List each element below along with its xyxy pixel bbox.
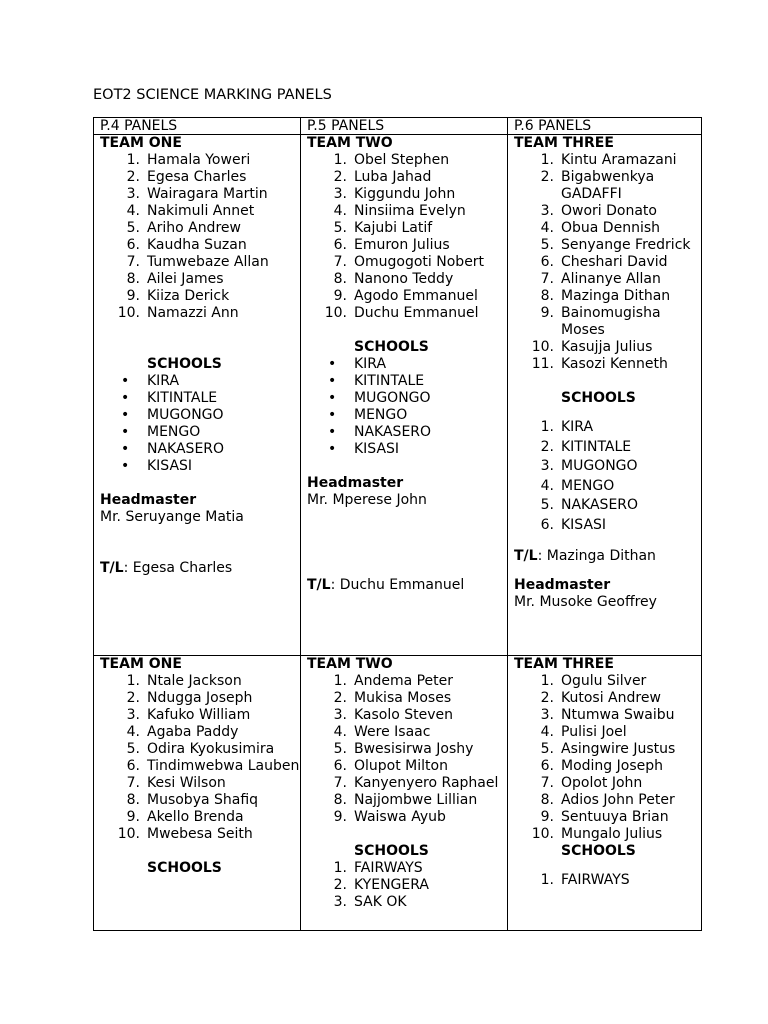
item-text: Agodo Emmanuel: [354, 288, 478, 304]
list-item: [307, 707, 507, 724]
list-item: [307, 809, 507, 826]
schools-label: SCHOOLS: [354, 843, 429, 859]
list-item: [100, 441, 300, 458]
bullet-icon: •: [121, 424, 130, 440]
list-item: [307, 894, 507, 911]
header-p4: P.4 PANELS: [94, 118, 301, 135]
list-item: [100, 707, 300, 724]
list-item: [100, 724, 300, 741]
item-text: Kaudha Suzan: [147, 237, 247, 253]
list-item: [100, 254, 300, 271]
list-item: [100, 407, 300, 424]
item-number: 2.: [540, 690, 554, 706]
item-number: 2.: [126, 169, 140, 185]
item-number: 7.: [333, 254, 347, 270]
member-list: [514, 673, 701, 843]
item-number: 10.: [117, 826, 140, 842]
item-number: 9.: [126, 809, 140, 825]
item-text: Ailei James: [147, 271, 224, 287]
bullet-icon: •: [328, 424, 337, 440]
p5-team-two-cell-2: [301, 656, 508, 931]
item-number: 1.: [126, 152, 140, 168]
headmaster-label: Headmaster: [307, 475, 404, 491]
item-text: Mungalo Julius: [561, 826, 663, 842]
list-item: [100, 186, 300, 203]
item-number: 9.: [333, 288, 347, 304]
item-number: 9.: [333, 809, 347, 825]
item-text: KISASI: [147, 458, 193, 474]
item-number: 3.: [126, 707, 140, 723]
list-item: [100, 809, 300, 826]
item-text: Alinanye Allan: [561, 271, 661, 287]
list-item: [514, 707, 701, 724]
item-number: 6.: [540, 516, 554, 533]
item-number: 7.: [540, 271, 554, 287]
list-item: [307, 724, 507, 741]
bullet-icon: •: [328, 407, 337, 423]
list-item: [514, 203, 701, 220]
list-item: [514, 741, 701, 758]
item-text: Duchu Emmanuel: [354, 305, 479, 321]
item-text: Agaba Paddy: [147, 724, 239, 740]
marking-panels-table: [93, 117, 702, 931]
list-item: [100, 203, 300, 220]
list-item: [307, 860, 507, 877]
item-number: 3.: [540, 707, 554, 723]
item-text: Mukisa Moses: [354, 690, 452, 706]
list-item: [514, 497, 701, 514]
item-text: Obua Dennish: [561, 220, 661, 236]
bullet-icon: •: [328, 390, 337, 406]
list-item: [100, 305, 300, 322]
p4-team-one-cell: [94, 135, 301, 656]
school-list: [514, 872, 701, 889]
item-number: 10.: [117, 305, 140, 321]
item-text: Kasozi Kenneth: [561, 356, 668, 372]
item-number: 8.: [126, 271, 140, 287]
item-text: Akello Brenda: [147, 809, 244, 825]
item-number: 3.: [126, 186, 140, 202]
list-item: [100, 690, 300, 707]
item-text: Moding Joseph: [561, 758, 663, 774]
list-item: [307, 356, 507, 373]
list-item: [307, 254, 507, 271]
p5-team-two-cell: [301, 135, 508, 656]
bullet-icon: •: [121, 390, 130, 406]
bullet-icon: •: [121, 373, 130, 389]
list-item: [514, 419, 701, 436]
team-name: TEAM ONE: [100, 135, 182, 151]
list-item: [307, 271, 507, 288]
item-text: Omugogoti Nobert: [354, 254, 485, 270]
item-number: 2.: [333, 169, 347, 185]
list-item: [307, 775, 507, 792]
item-number: 7.: [540, 775, 554, 791]
item-number: 9.: [540, 305, 554, 321]
tl-name: : Mazinga Dithan: [537, 548, 656, 564]
item-text: Kasujja Julius: [561, 339, 653, 355]
list-item: [514, 458, 701, 475]
item-text: Bwesisirwa Joshy: [354, 741, 474, 757]
tl-name: : Duchu Emmanuel: [330, 577, 465, 593]
list-item: [100, 673, 300, 690]
member-list: [514, 152, 701, 373]
bullet-icon: •: [328, 356, 337, 372]
list-item: [307, 220, 507, 237]
item-text: FAIRWAYS: [354, 860, 423, 876]
item-text: NAKASERO: [354, 424, 432, 440]
item-text: NAKASERO: [147, 441, 225, 457]
bullet-icon: •: [121, 407, 130, 423]
item-number: 5.: [126, 220, 140, 236]
item-number: 9.: [126, 288, 140, 304]
item-text: Pulisi Joel: [561, 724, 627, 740]
list-item: [100, 792, 300, 809]
list-item: [307, 237, 507, 254]
item-text: Cheshari David: [561, 254, 668, 270]
item-number: 5.: [540, 497, 554, 513]
item-number: 7.: [126, 254, 140, 270]
list-item: [100, 741, 300, 758]
item-number: 3.: [333, 894, 347, 910]
item-text: Senyange Fredrick: [561, 237, 691, 253]
list-item: [100, 220, 300, 237]
item-text: Kasolo Steven: [354, 707, 454, 723]
list-item: [100, 271, 300, 288]
item-text: Wairagara Martin: [147, 186, 268, 202]
list-item: [100, 288, 300, 305]
item-text: Bigabwenkya GADAFFI: [561, 169, 655, 202]
tl-label: T/L: [514, 548, 538, 564]
item-number: 1.: [333, 673, 347, 689]
list-item: [307, 690, 507, 707]
list-item: [307, 390, 507, 407]
team-name: TEAM THREE: [514, 656, 614, 672]
member-list: [307, 152, 507, 322]
list-item: [307, 407, 507, 424]
item-number: 10.: [531, 826, 554, 842]
p4-team-one-cell-2: [94, 656, 301, 931]
list-item: [307, 673, 507, 690]
list-item: [514, 254, 701, 271]
item-text: Kiggundu John: [354, 186, 456, 202]
item-number: 1.: [540, 152, 554, 168]
item-text: Were Isaac: [354, 724, 431, 740]
item-number: 5.: [126, 741, 140, 757]
item-text: MENGO: [147, 424, 201, 440]
item-text: Waiswa Ayub: [354, 809, 446, 825]
bullet-icon: •: [121, 458, 130, 474]
item-number: 11.: [531, 356, 554, 372]
item-number: 1.: [540, 419, 554, 435]
item-number: 1.: [540, 673, 554, 689]
item-number: 4.: [540, 724, 554, 740]
item-number: 6.: [126, 758, 140, 774]
team-name: TEAM TWO: [307, 656, 393, 672]
item-number: 5.: [333, 220, 347, 236]
item-text: Ntale Jackson: [147, 673, 242, 689]
item-number: 2.: [333, 690, 347, 706]
item-text: Odira Kyokusimira: [147, 741, 275, 757]
item-number: 6.: [333, 758, 347, 774]
headmaster-name: Mr. Seruyange Matia: [100, 509, 244, 525]
list-item: [514, 792, 701, 809]
tl-label: T/L: [100, 560, 124, 576]
item-text: Hamala Yoweri: [147, 152, 251, 168]
item-number: 6.: [333, 237, 347, 253]
item-text: Musobya Shafiq: [147, 792, 259, 808]
team-name: TEAM ONE: [100, 656, 182, 672]
p6-team-three-cell-2: [508, 656, 702, 931]
item-text: Obel Stephen: [354, 152, 450, 168]
item-number: 2.: [333, 877, 347, 893]
list-item: [307, 305, 507, 322]
item-number: 5.: [333, 741, 347, 757]
team-leader: [307, 577, 507, 594]
tl-label: T/L: [307, 577, 331, 593]
item-number: 4.: [540, 220, 554, 236]
item-text: Sentuuya Brian: [561, 809, 669, 825]
list-item: [307, 203, 507, 220]
item-text: Ndugga Joseph: [147, 690, 253, 706]
item-text: KITINTALE: [147, 390, 218, 406]
list-item: [307, 288, 507, 305]
document-title: EOT2 SCIENCE MARKING PANELS: [93, 87, 332, 103]
item-number: 1.: [540, 872, 554, 888]
schools-label: SCHOOLS: [354, 339, 429, 355]
item-text: Olupot Milton: [354, 758, 448, 774]
list-item: [514, 152, 701, 169]
item-text: Kutosi Andrew: [561, 690, 661, 706]
item-text: KITINTALE: [354, 373, 425, 389]
list-item: [100, 373, 300, 390]
schools-label: SCHOOLS: [561, 390, 636, 406]
headmaster-name: Mr. Mperese John: [307, 492, 427, 508]
item-number: 1.: [126, 673, 140, 689]
tl-name: : Egesa Charles: [123, 560, 233, 576]
item-text: Bainomugisha Moses: [561, 305, 661, 338]
item-text: SAK OK: [354, 894, 407, 910]
item-number: 7.: [333, 775, 347, 791]
panel-row-2: [94, 656, 702, 931]
list-item: [307, 373, 507, 390]
member-list: [100, 673, 300, 843]
item-text: Nanono Teddy: [354, 271, 454, 287]
item-number: 4.: [126, 724, 140, 740]
list-item: [307, 152, 507, 169]
item-text: Kintu Aramazani: [561, 152, 677, 168]
item-text: Ntumwa Swaibu: [561, 707, 675, 723]
item-number: 7.: [126, 775, 140, 791]
bullet-icon: •: [328, 373, 337, 389]
schools-label: SCHOOLS: [147, 356, 222, 372]
item-number: 8.: [126, 792, 140, 808]
headmaster-name: Mr. Musoke Geoffrey: [514, 594, 657, 610]
item-number: 3.: [540, 458, 554, 474]
item-text: KIRA: [354, 356, 387, 372]
item-text: Mazinga Dithan: [561, 288, 671, 304]
item-text: Egesa Charles: [147, 169, 247, 185]
list-item: [514, 439, 701, 456]
item-text: KISASI: [561, 516, 607, 533]
item-text: KYENGERA: [354, 877, 429, 893]
list-item: [100, 152, 300, 169]
item-text: Kesi Wilson: [147, 775, 226, 791]
list-item: [514, 169, 701, 203]
item-number: 4.: [126, 203, 140, 219]
item-text: NAKASERO: [561, 497, 639, 513]
item-number: 8.: [333, 271, 347, 287]
item-text: Tindimwebwa Lauben: [147, 758, 300, 774]
list-item: [514, 724, 701, 741]
list-item: [100, 458, 300, 475]
school-list: [307, 860, 507, 911]
list-item: [100, 169, 300, 186]
list-item: [307, 792, 507, 809]
list-item: [514, 872, 701, 889]
item-text: Asingwire Justus: [561, 741, 676, 757]
item-text: Kanyenyero Raphael: [354, 775, 499, 791]
schools-label: SCHOOLS: [561, 843, 636, 859]
item-text: Nakimuli Annet: [147, 203, 255, 219]
list-item: [514, 673, 701, 690]
item-number: 2.: [126, 690, 140, 706]
list-item: [514, 305, 701, 339]
item-text: Ogulu Silver: [561, 673, 647, 689]
item-number: 4.: [333, 203, 347, 219]
item-text: Luba Jahad: [354, 169, 432, 185]
list-item: [514, 826, 701, 843]
header-row: [94, 118, 702, 135]
p6-team-three-cell: [508, 135, 702, 656]
list-item: [514, 775, 701, 792]
item-text: Tumwebaze Allan: [147, 254, 269, 270]
item-text: Ariho Andrew: [147, 220, 241, 236]
item-number: 1.: [333, 152, 347, 168]
item-number: 1.: [333, 860, 347, 876]
header-p5: P.5 PANELS: [301, 118, 508, 135]
item-number: 6.: [540, 254, 554, 270]
item-text: MUGONGO: [147, 407, 224, 423]
item-text: Ninsiima Evelyn: [354, 203, 466, 219]
list-item: [307, 441, 507, 458]
item-text: Namazzi Ann: [147, 305, 239, 321]
item-text: Andema Peter: [354, 673, 454, 689]
list-item: [307, 758, 507, 775]
item-text: KISASI: [354, 441, 400, 457]
item-number: 10.: [324, 305, 347, 321]
item-text: KITINTALE: [561, 438, 632, 455]
item-number: 4.: [333, 724, 347, 740]
item-text: MENGO: [354, 407, 408, 423]
list-item: [514, 288, 701, 305]
list-item: [100, 424, 300, 441]
item-text: Najjombwe Lillian: [354, 792, 478, 808]
list-item: [514, 220, 701, 237]
schools-label: SCHOOLS: [147, 860, 222, 876]
team-leader: [100, 560, 300, 577]
item-number: 8.: [333, 792, 347, 808]
item-text: Kiiza Derick: [147, 288, 230, 304]
list-item: [514, 478, 701, 495]
item-text: Owori Donato: [561, 203, 657, 219]
team-name: TEAM TWO: [307, 135, 393, 151]
list-item: [307, 424, 507, 441]
header-p6: P.6 PANELS: [508, 118, 702, 135]
item-number: 5.: [540, 237, 554, 253]
school-list: [307, 356, 507, 458]
item-text: FAIRWAYS: [561, 872, 630, 888]
item-number: 2.: [540, 169, 554, 185]
list-item: [307, 741, 507, 758]
item-text: Opolot John: [561, 775, 643, 791]
team-name: TEAM THREE: [514, 135, 614, 151]
list-item: [514, 809, 701, 826]
bullet-icon: •: [121, 441, 130, 457]
list-item: [100, 390, 300, 407]
item-text: Kafuko William: [147, 707, 251, 723]
item-number: 5.: [540, 741, 554, 757]
item-number: 3.: [333, 186, 347, 202]
bullet-icon: •: [328, 441, 337, 457]
member-list: [100, 152, 300, 322]
school-list: [514, 419, 701, 534]
list-item: [514, 339, 701, 356]
item-number: 10.: [531, 339, 554, 355]
item-number: 9.: [540, 809, 554, 825]
item-number: 4.: [540, 477, 554, 494]
list-item: [100, 826, 300, 843]
headmaster-label: Headmaster: [100, 492, 197, 508]
item-number: 6.: [540, 758, 554, 774]
item-text: MENGO: [561, 477, 615, 494]
item-text: MUGONGO: [561, 458, 638, 474]
list-item: [514, 271, 701, 288]
list-item: [100, 758, 300, 775]
list-item: [514, 237, 701, 254]
item-text: Mwebesa Seith: [147, 826, 253, 842]
panel-row-1: [94, 135, 702, 656]
headmaster-label: Headmaster: [514, 577, 611, 593]
item-text: Emuron Julius: [354, 237, 450, 253]
school-list: [100, 373, 300, 475]
list-item: [307, 186, 507, 203]
item-number: 3.: [333, 707, 347, 723]
item-number: 8.: [540, 792, 554, 808]
item-text: KIRA: [147, 373, 180, 389]
member-list: [307, 673, 507, 826]
item-text: MUGONGO: [354, 390, 431, 406]
list-item: [514, 356, 701, 373]
list-item: [514, 690, 701, 707]
item-text: Adios John Peter: [561, 792, 675, 808]
list-item: [514, 517, 701, 534]
item-text: Kajubi Latif: [354, 220, 433, 236]
item-number: 2.: [540, 438, 554, 455]
item-number: 8.: [540, 288, 554, 304]
list-item: [307, 169, 507, 186]
list-item: [100, 775, 300, 792]
item-text: KIRA: [561, 419, 594, 435]
item-number: 3.: [540, 203, 554, 219]
list-item: [514, 758, 701, 775]
item-number: 6.: [126, 237, 140, 253]
team-leader: [514, 548, 701, 565]
list-item: [307, 877, 507, 894]
list-item: [100, 237, 300, 254]
